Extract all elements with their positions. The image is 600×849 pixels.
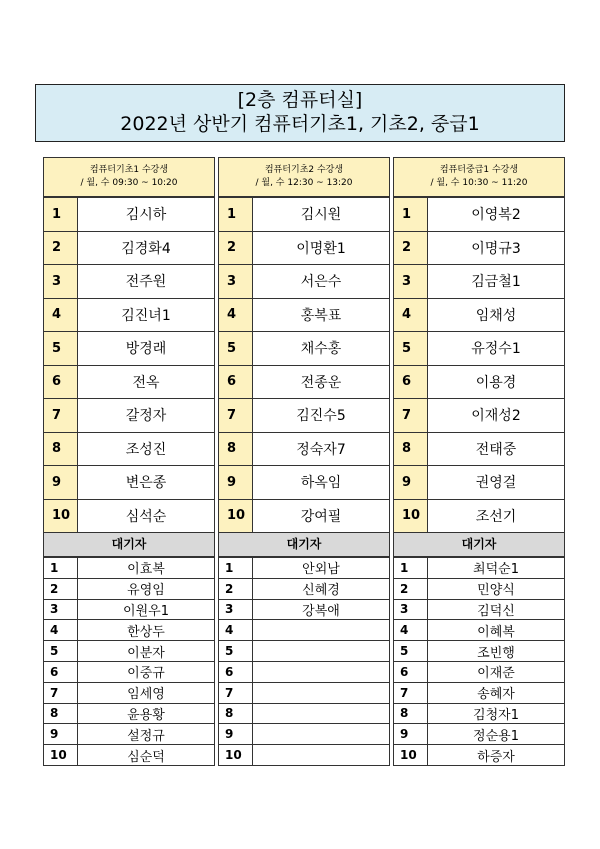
student-name: 이영복2 (428, 198, 565, 232)
table-row (394, 745, 565, 766)
waitlist-number: 4 (44, 620, 78, 641)
waitlist-header: 대기자 (43, 533, 215, 557)
waitlist-number: 9 (219, 724, 253, 745)
waitlist-number: 10 (394, 745, 428, 766)
student-number: 4 (219, 298, 253, 332)
waitlist-name: 한상두 (78, 620, 215, 641)
waitlist-number: 6 (219, 661, 253, 682)
student-name: 김시하 (78, 198, 215, 232)
table-row (394, 724, 565, 745)
waitlist-name: 송혜자 (428, 682, 565, 703)
student-name: 강여필 (253, 499, 390, 533)
student-number: 5 (44, 332, 78, 366)
header-course-title: 2022년 상반기 컴퓨터기초1, 기초2, 중급1 (120, 113, 480, 135)
student-number: 2 (44, 231, 78, 265)
student-name: 권영걸 (428, 466, 565, 500)
student-name: 전옥 (78, 365, 215, 399)
table-row (44, 724, 215, 745)
table-row (44, 620, 215, 641)
waitlist-header: 대기자 (393, 533, 565, 557)
student-number: 4 (44, 298, 78, 332)
student-name: 임채성 (428, 298, 565, 332)
table-row (44, 265, 215, 299)
table-row (394, 399, 565, 433)
waitlist-table (393, 557, 565, 766)
table-row (394, 298, 565, 332)
student-number: 3 (44, 265, 78, 299)
waitlist-number: 2 (44, 578, 78, 599)
waitlist-name: 심순덕 (78, 745, 215, 766)
course-column (43, 157, 215, 766)
waitlist-name (253, 661, 390, 682)
table-row (394, 198, 565, 232)
table-row (219, 432, 390, 466)
waitlist-name: 윤용황 (78, 703, 215, 724)
waitlist-number: 1 (219, 558, 253, 579)
student-name: 홍복표 (253, 298, 390, 332)
table-row (219, 641, 390, 662)
student-number: 8 (219, 432, 253, 466)
student-number: 7 (44, 399, 78, 433)
student-name: 이재성2 (428, 399, 565, 433)
waitlist-number: 4 (219, 620, 253, 641)
course-column (393, 157, 565, 766)
waitlist-number: 9 (44, 724, 78, 745)
waitlist-name: 조빈행 (428, 641, 565, 662)
waitlist-number: 8 (219, 703, 253, 724)
table-row (44, 332, 215, 366)
student-name: 김경화4 (78, 231, 215, 265)
waitlist-number: 10 (44, 745, 78, 766)
table-row (219, 231, 390, 265)
student-number: 6 (394, 365, 428, 399)
waitlist-number: 10 (219, 745, 253, 766)
waitlist-name: 이혜복 (428, 620, 565, 641)
waitlist-number: 1 (44, 558, 78, 579)
table-row (394, 620, 565, 641)
student-number: 7 (219, 399, 253, 433)
waitlist-number: 1 (394, 558, 428, 579)
student-name: 하옥임 (253, 466, 390, 500)
table-row (219, 265, 390, 299)
table-row (219, 558, 390, 579)
table-row (44, 558, 215, 579)
waitlist-name (253, 682, 390, 703)
course-header (393, 157, 565, 197)
student-name: 조선기 (428, 499, 565, 533)
table-row (219, 661, 390, 682)
student-name: 방경래 (78, 332, 215, 366)
waitlist-number: 4 (394, 620, 428, 641)
waitlist-number: 3 (219, 599, 253, 620)
course-column (218, 157, 390, 766)
table-row (394, 703, 565, 724)
course-name: 컴퓨터중급1 수강생 (439, 165, 519, 175)
table-row (219, 745, 390, 766)
student-number: 6 (44, 365, 78, 399)
waitlist-name: 설정규 (78, 724, 215, 745)
waitlist-name: 최덕순1 (428, 558, 565, 579)
waitlist-name: 김청자1 (428, 703, 565, 724)
table-row (44, 499, 215, 533)
waitlist-number: 8 (394, 703, 428, 724)
table-row (219, 332, 390, 366)
table-row (219, 620, 390, 641)
student-number: 4 (394, 298, 428, 332)
table-row (394, 641, 565, 662)
waitlist-number: 9 (394, 724, 428, 745)
student-number: 6 (219, 365, 253, 399)
waitlist-number: 6 (394, 661, 428, 682)
table-row (219, 499, 390, 533)
header-room: [2층 컴퓨터실] (237, 89, 363, 111)
student-name: 이명환1 (253, 231, 390, 265)
table-row (219, 682, 390, 703)
student-number: 1 (219, 198, 253, 232)
waitlist-number: 2 (219, 578, 253, 599)
table-row (219, 466, 390, 500)
table-row (394, 682, 565, 703)
waitlist-name (253, 724, 390, 745)
waitlist-name (253, 620, 390, 641)
student-name: 갈정자 (78, 399, 215, 433)
course-schedule: / 월, 수 12:30 ~ 13:20 (255, 178, 353, 188)
waitlist-table (218, 557, 390, 766)
course-name: 컴퓨터기초1 수강생 (89, 165, 169, 175)
waitlist-name: 김덕신 (428, 599, 565, 620)
student-name: 김진수5 (253, 399, 390, 433)
student-table (218, 197, 390, 533)
student-number: 2 (219, 231, 253, 265)
table-row (394, 499, 565, 533)
student-number: 9 (44, 466, 78, 500)
student-name: 전태중 (428, 432, 565, 466)
table-row (394, 466, 565, 500)
table-row (394, 332, 565, 366)
table-row (44, 231, 215, 265)
waitlist-number: 7 (394, 682, 428, 703)
waitlist-name: 민양식 (428, 578, 565, 599)
table-row (219, 599, 390, 620)
student-name: 유정수1 (428, 332, 565, 366)
table-row (44, 745, 215, 766)
table-row (394, 599, 565, 620)
course-header (218, 157, 390, 197)
student-name: 김진녀1 (78, 298, 215, 332)
student-number: 3 (394, 265, 428, 299)
table-row (44, 432, 215, 466)
waitlist-number: 7 (44, 682, 78, 703)
waitlist-number: 3 (394, 599, 428, 620)
student-number: 1 (394, 198, 428, 232)
table-row (44, 198, 215, 232)
course-header (43, 157, 215, 197)
waitlist-name: 이효복 (78, 558, 215, 579)
table-row (219, 399, 390, 433)
table-row (219, 298, 390, 332)
waitlist-name (253, 745, 390, 766)
student-name: 전종운 (253, 365, 390, 399)
student-number: 10 (394, 499, 428, 533)
waitlist-name: 이중규 (78, 661, 215, 682)
waitlist-number: 5 (394, 641, 428, 662)
course-schedule: / 월, 수 09:30 ~ 10:20 (80, 178, 178, 188)
student-name: 김금철1 (428, 265, 565, 299)
waitlist-name: 이분자 (78, 641, 215, 662)
table-row (44, 682, 215, 703)
waitlist-name: 신혜경 (253, 578, 390, 599)
waitlist-name: 이재준 (428, 661, 565, 682)
student-number: 5 (219, 332, 253, 366)
student-name: 조성진 (78, 432, 215, 466)
waitlist-name: 정순용1 (428, 724, 565, 745)
table-row (44, 703, 215, 724)
waitlist-table (43, 557, 215, 766)
table-row (394, 432, 565, 466)
course-schedule: / 월, 수 10:30 ~ 11:20 (430, 178, 528, 188)
table-row (219, 578, 390, 599)
student-number: 3 (219, 265, 253, 299)
student-number: 1 (44, 198, 78, 232)
student-name: 전주원 (78, 265, 215, 299)
student-number: 7 (394, 399, 428, 433)
waitlist-header: 대기자 (218, 533, 390, 557)
waitlist-name: 유영임 (78, 578, 215, 599)
table-row (44, 599, 215, 620)
waitlist-number: 8 (44, 703, 78, 724)
student-number: 10 (44, 499, 78, 533)
student-name: 변은종 (78, 466, 215, 500)
table-row (44, 578, 215, 599)
table-row (394, 558, 565, 579)
table-row (44, 641, 215, 662)
waitlist-name (253, 641, 390, 662)
student-name: 심석순 (78, 499, 215, 533)
student-number: 8 (394, 432, 428, 466)
waitlist-name: 안외남 (253, 558, 390, 579)
table-row (44, 466, 215, 500)
table-row (44, 365, 215, 399)
student-name: 서은수 (253, 265, 390, 299)
waitlist-name: 하증자 (428, 745, 565, 766)
student-number: 5 (394, 332, 428, 366)
table-row (219, 724, 390, 745)
waitlist-number: 5 (219, 641, 253, 662)
table-row (44, 399, 215, 433)
table-row (394, 578, 565, 599)
waitlist-name: 강복애 (253, 599, 390, 620)
waitlist-name: 임세영 (78, 682, 215, 703)
student-number: 8 (44, 432, 78, 466)
table-row (219, 703, 390, 724)
student-number: 2 (394, 231, 428, 265)
waitlist-number: 2 (394, 578, 428, 599)
student-table (393, 197, 565, 533)
table-row (44, 661, 215, 682)
student-name: 채수홍 (253, 332, 390, 366)
student-name: 이명규3 (428, 231, 565, 265)
waitlist-number: 7 (219, 682, 253, 703)
table-row (394, 265, 565, 299)
student-name: 김시원 (253, 198, 390, 232)
table-row (44, 298, 215, 332)
table-row (219, 198, 390, 232)
waitlist-name: 이원우1 (78, 599, 215, 620)
student-table (43, 197, 215, 533)
student-number: 9 (219, 466, 253, 500)
student-name: 이용경 (428, 365, 565, 399)
course-name: 컴퓨터기초2 수강생 (264, 165, 344, 175)
student-name: 정숙자7 (253, 432, 390, 466)
table-row (394, 661, 565, 682)
waitlist-number: 6 (44, 661, 78, 682)
student-number: 9 (394, 466, 428, 500)
table-row (219, 365, 390, 399)
table-row (394, 231, 565, 265)
document-header (35, 84, 565, 142)
waitlist-number: 3 (44, 599, 78, 620)
waitlist-number: 5 (44, 641, 78, 662)
waitlist-name (253, 703, 390, 724)
table-row (394, 365, 565, 399)
student-number: 10 (219, 499, 253, 533)
